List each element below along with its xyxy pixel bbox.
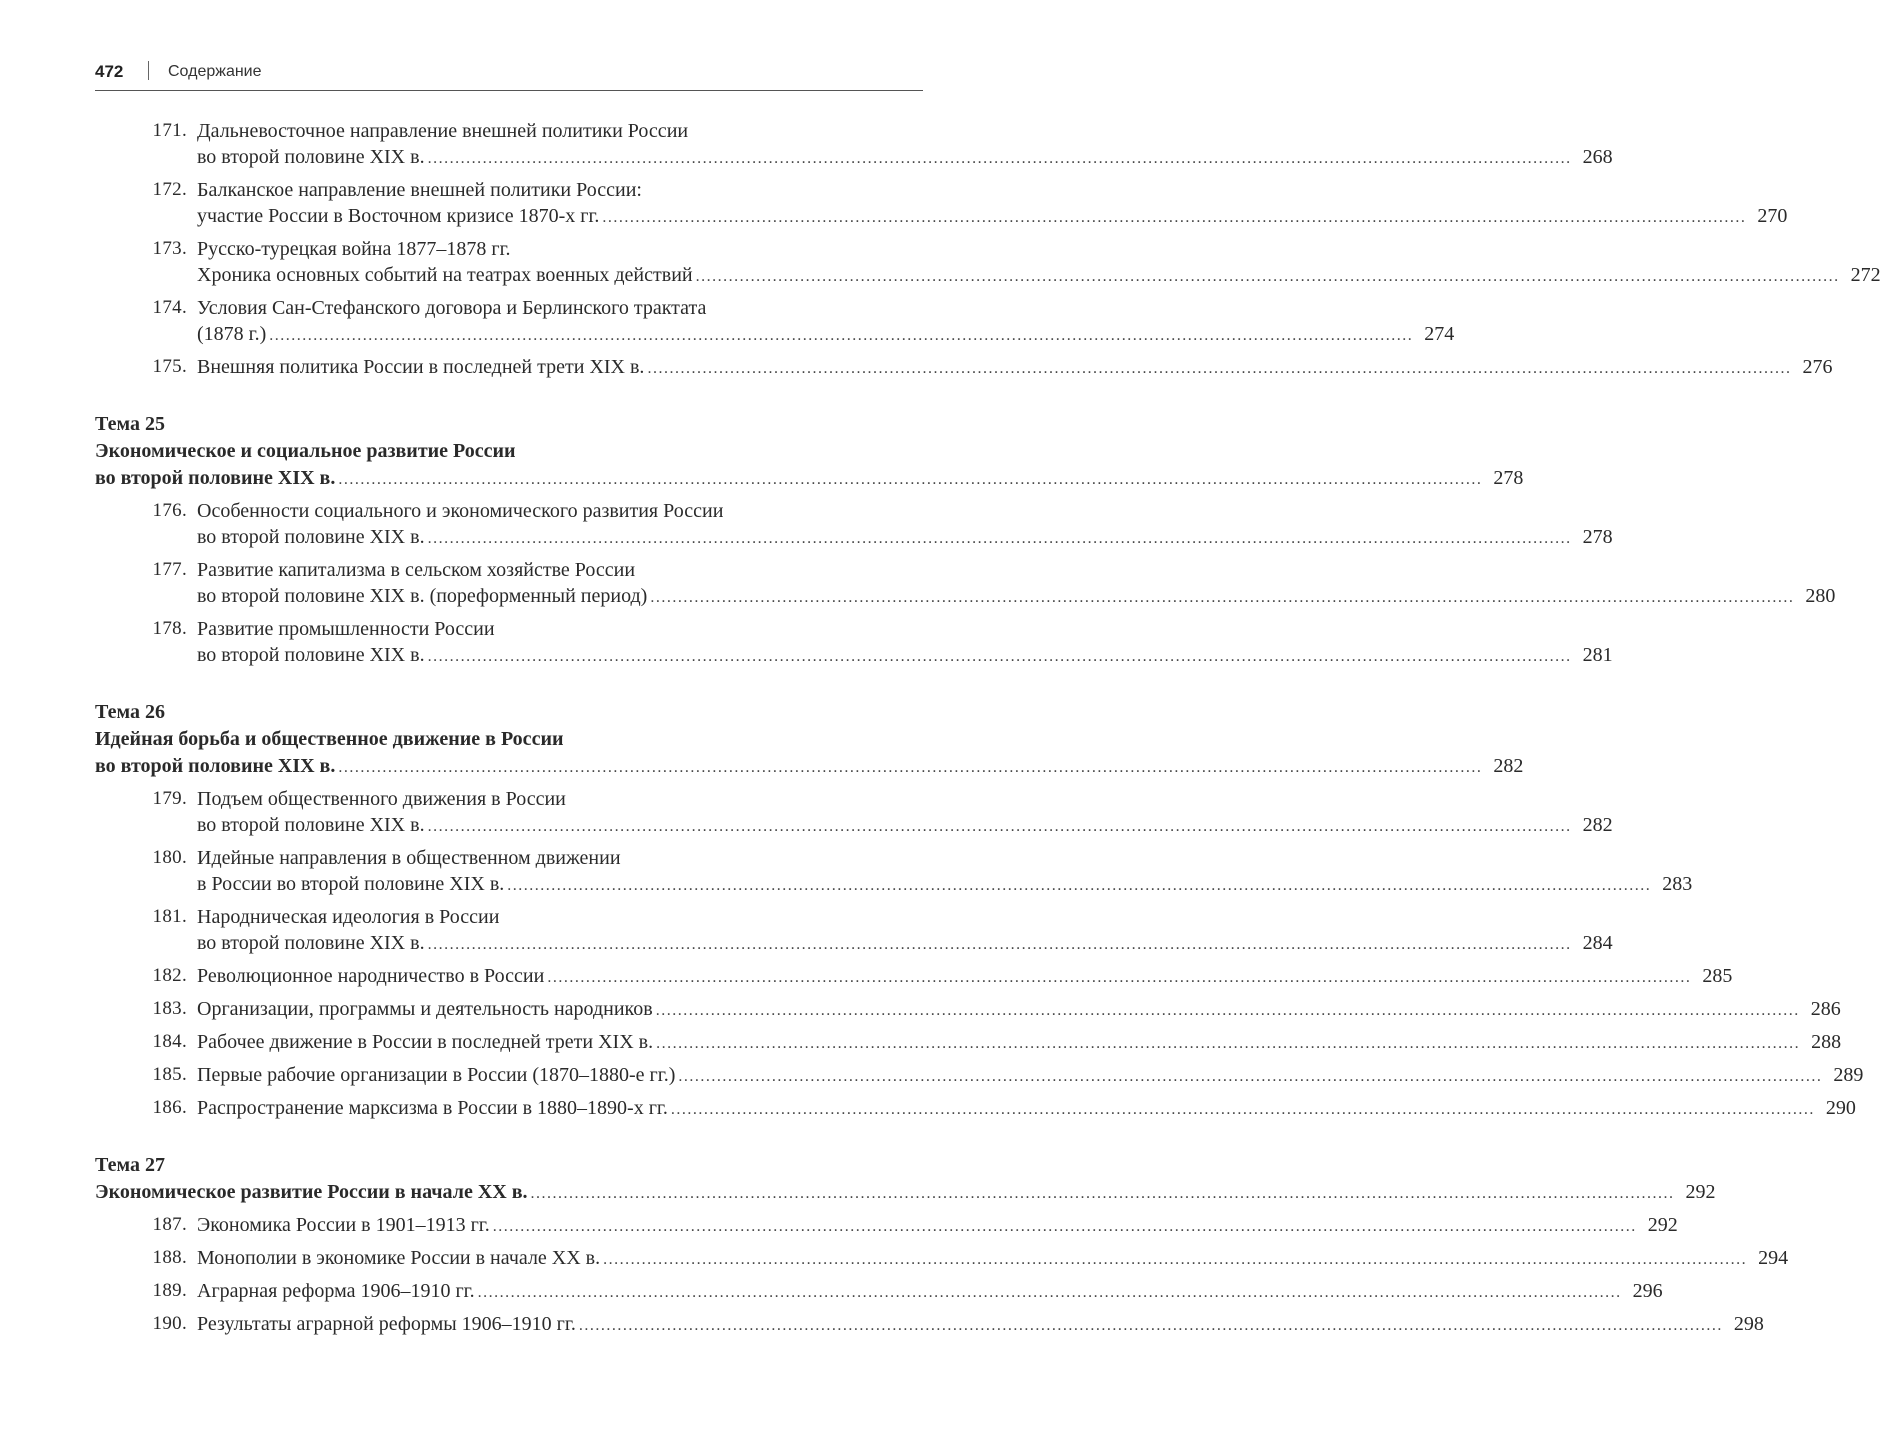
entry-body [197, 498, 1613, 552]
dot-leader [671, 1097, 1815, 1123]
entry-page-number: 294 [1758, 1247, 1789, 1269]
entry-page-number: 286 [1810, 998, 1841, 1020]
dot-leader [478, 1280, 1622, 1306]
toc-entry[interactable] [95, 1245, 1789, 1273]
toc-entry[interactable] [95, 354, 1833, 382]
entry-text-line: во второй половине XIX в. [197, 526, 425, 548]
entry-page-number: 270 [1757, 205, 1788, 227]
entry-page-number: 285 [1702, 965, 1733, 987]
entry-text-line: во второй половине XIX в. [197, 146, 425, 168]
entry-text-line: во второй половине XIX в. [197, 814, 425, 836]
entry-text-line: Экономика России в 1901–1913 гг. [197, 1214, 490, 1236]
dot-leader [678, 1064, 1822, 1090]
entry-number: 186. [152, 1097, 187, 1118]
entry-body [197, 996, 1841, 1024]
dot-leader [338, 466, 1482, 493]
toc-entry[interactable] [95, 996, 1841, 1024]
entry-number: 184. [152, 1031, 187, 1052]
entry-number: 180. [152, 847, 187, 868]
entry-text-line: Народническая идеология в России [197, 906, 500, 928]
entry-text-line: во второй половине XIX в. (пореформенный период) [197, 585, 648, 607]
entry-body [197, 236, 1881, 290]
toc-entry[interactable] [95, 295, 1455, 349]
entry-last-line [197, 1062, 1863, 1090]
entry-number: 183. [152, 998, 187, 1019]
entry-page-number: 278 [1582, 526, 1613, 548]
entry-body [197, 354, 1832, 382]
entry-page-number: 296 [1632, 1280, 1663, 1302]
entry-last-line [197, 1278, 1663, 1306]
topic-label: Тема 27 [95, 1154, 165, 1176]
entry-page-number: 280 [1805, 585, 1836, 607]
running-title: Содержание [168, 63, 262, 80]
entry-text-line: Монополии в экономике России в начале XX в. [197, 1247, 601, 1269]
entry-number: 187. [152, 1214, 187, 1235]
entry-last-line [197, 1245, 1788, 1273]
entry-page-number: 281 [1582, 644, 1613, 666]
entry-text-line: Внешняя политика России в последней трети XIX в. [197, 356, 645, 378]
entry-last-line [197, 1095, 1856, 1123]
dot-leader [647, 356, 1791, 382]
dot-leader [428, 644, 1572, 670]
entry-text-line: Распространение марксизма в России в 1880–1890-х гг. [197, 1097, 668, 1119]
entry-page-number: 288 [1811, 1031, 1842, 1053]
entry-page-number: 283 [1662, 873, 1693, 895]
entry-text-line: Аграрная реформа 1906–1910 гг. [197, 1280, 475, 1302]
dot-leader [656, 998, 1800, 1024]
entry-number: 172. [152, 179, 187, 200]
entry-body [197, 1212, 1678, 1240]
entry-last-line [197, 871, 1692, 899]
entry-text-line: Рабочее движение в России в последней трети XIX в. [197, 1031, 654, 1053]
entry-text-line: Развитие промышленности России [197, 618, 495, 640]
dot-leader [531, 1180, 1675, 1207]
topic-heading[interactable] [95, 411, 1524, 493]
topic-text-line: Экономическое и социальное развитие России [95, 440, 516, 462]
entry-body [197, 118, 1613, 172]
topic-text-line: Идейная борьба и общественное движение в России [95, 728, 564, 750]
toc-entry[interactable] [95, 786, 1613, 840]
entry-page-number: 272 [1850, 264, 1881, 286]
toc-entry[interactable] [95, 177, 1788, 231]
entry-last-line [197, 930, 1613, 958]
entry-body [197, 1245, 1788, 1273]
entry-last-line [197, 812, 1613, 840]
dot-leader [650, 585, 1794, 611]
entry-last-line [197, 1029, 1841, 1057]
dot-leader [603, 1247, 1747, 1273]
entry-body [197, 1029, 1841, 1057]
entry-number: 177. [152, 559, 187, 580]
toc-entry[interactable] [95, 557, 1836, 611]
dot-leader [428, 146, 1572, 172]
dot-leader [579, 1313, 1723, 1339]
page-number: 472 [95, 62, 124, 81]
dot-leader [428, 526, 1572, 552]
toc-entry[interactable] [95, 616, 1613, 670]
toc-entry[interactable] [95, 1029, 1842, 1057]
entry-last-line [197, 203, 1787, 231]
entry-number: 176. [152, 500, 187, 521]
entry-last-line [197, 963, 1732, 991]
entry-page-number: 282 [1582, 814, 1613, 836]
toc-entry[interactable] [95, 1278, 1663, 1306]
topic-last-line [95, 1179, 1716, 1207]
toc-entry[interactable] [95, 904, 1613, 958]
entry-number: 178. [152, 618, 187, 639]
toc-entry[interactable] [95, 963, 1733, 991]
dot-leader [338, 754, 1482, 781]
toc-entry[interactable] [95, 118, 1613, 172]
entry-last-line [197, 524, 1613, 552]
entry-last-line [197, 1212, 1678, 1240]
entry-number: 174. [152, 297, 187, 318]
entry-body [197, 295, 1454, 349]
entry-last-line [197, 354, 1832, 382]
dot-leader [696, 264, 1840, 290]
dot-leader [602, 205, 1746, 231]
toc-section [95, 1152, 1789, 1339]
entry-body [197, 845, 1692, 899]
entry-number: 175. [152, 356, 187, 377]
entry-page-number: 274 [1424, 323, 1455, 345]
entry-text-line: (1878 г.) [197, 323, 267, 345]
entry-text-line: во второй половине XIX в. [197, 932, 425, 954]
entry-last-line [197, 996, 1841, 1024]
table-of-contents [95, 118, 1881, 1344]
entry-body [197, 557, 1835, 611]
entry-body [197, 963, 1732, 991]
entry-page-number: 284 [1582, 932, 1613, 954]
dot-leader [269, 323, 1413, 349]
topic-label: Тема 26 [95, 701, 165, 723]
toc-entry[interactable] [95, 1095, 1856, 1123]
entry-body [197, 786, 1613, 840]
entry-page-number: 298 [1733, 1313, 1764, 1335]
entry-number: 185. [152, 1064, 187, 1085]
entry-text-line: Идейные направления в общественном движении [197, 847, 621, 869]
dot-leader [547, 965, 1691, 991]
entry-number: 188. [152, 1247, 187, 1268]
entry-last-line [197, 144, 1613, 172]
toc-entry[interactable] [95, 498, 1613, 552]
entry-text-line: Организации, программы и деятельность народников [197, 998, 653, 1020]
entry-body [197, 616, 1613, 670]
dot-leader [493, 1214, 1637, 1240]
topic-last-line [95, 753, 1524, 781]
toc-entry[interactable] [95, 1062, 1864, 1090]
topic-text-line: Экономическое развитие России в начале XX в. [95, 1181, 528, 1203]
entry-last-line [197, 262, 1881, 290]
entry-last-line [197, 321, 1454, 349]
toc-entry[interactable] [95, 845, 1693, 899]
entry-text-line: в России во второй половине XIX в. [197, 873, 505, 895]
entry-body [197, 177, 1787, 231]
topic-page-number: 282 [1493, 755, 1524, 777]
entry-text-line: Условия Сан-Стефанского договора и Берлинского трактата [197, 297, 707, 319]
entry-number: 173. [152, 238, 187, 259]
entry-text-line: участие России в Восточном кризисе 1870-х гг. [197, 205, 600, 227]
entry-body [197, 1095, 1856, 1123]
page-header [95, 58, 923, 91]
topic-heading[interactable] [95, 1152, 1716, 1207]
dot-leader [656, 1031, 1800, 1057]
toc-entry[interactable] [95, 236, 1881, 290]
toc-section [95, 411, 1836, 670]
entry-text-line: Русско-турецкая война 1877–1878 гг. [197, 238, 511, 260]
entry-text-line: Дальневосточное направление внешней политики России [197, 120, 689, 142]
topic-label: Тема 25 [95, 413, 165, 435]
header-divider [148, 61, 149, 80]
entry-last-line [197, 642, 1613, 670]
entry-text-line: Хроника основных событий на театрах военных действий [197, 264, 693, 286]
topic-last-line [95, 465, 1524, 493]
entry-text-line: Особенности социального и экономического развития России [197, 500, 724, 522]
toc-entry[interactable] [95, 1311, 1764, 1339]
toc-entry[interactable] [95, 1212, 1678, 1240]
entry-text-line: во второй половине XIX в. [197, 644, 425, 666]
entry-text-line: Развитие капитализма в сельском хозяйстве России [197, 559, 636, 581]
dot-leader [507, 873, 1651, 899]
entry-text-line: Результаты аграрной реформы 1906–1910 гг. [197, 1313, 576, 1335]
toc-section [95, 699, 1864, 1123]
topic-page-number: 292 [1685, 1181, 1716, 1203]
topic-page-number: 278 [1493, 467, 1524, 489]
entry-number: 182. [152, 965, 187, 986]
topic-heading[interactable] [95, 699, 1524, 781]
entry-last-line [197, 583, 1835, 611]
entry-page-number: 268 [1582, 146, 1613, 168]
entry-page-number: 289 [1833, 1064, 1864, 1086]
entry-body [197, 904, 1613, 958]
entry-page-number: 292 [1647, 1214, 1678, 1236]
entry-body [197, 1278, 1663, 1306]
entry-text-line: Революционное народничество в России [197, 965, 545, 987]
entry-number: 181. [152, 906, 187, 927]
entry-page-number: 290 [1825, 1097, 1856, 1119]
dot-leader [428, 932, 1572, 958]
topic-text-line: во второй половине XIX в. [95, 467, 336, 489]
toc-section [95, 118, 1881, 382]
dot-leader [428, 814, 1572, 840]
entry-number: 171. [152, 120, 187, 141]
entry-number: 179. [152, 788, 187, 809]
entry-page-number: 276 [1802, 356, 1833, 378]
entry-number: 189. [152, 1280, 187, 1301]
entry-body [197, 1311, 1764, 1339]
entry-last-line [197, 1311, 1764, 1339]
entry-text-line: Подъем общественного движения в России [197, 788, 566, 810]
entry-text-line: Балканское направление внешней политики России: [197, 179, 642, 201]
entry-number: 190. [152, 1313, 187, 1334]
entry-body [197, 1062, 1863, 1090]
topic-text-line: во второй половине XIX в. [95, 755, 336, 777]
entry-text-line: Первые рабочие организации в России (1870–1880-е гг.) [197, 1064, 676, 1086]
